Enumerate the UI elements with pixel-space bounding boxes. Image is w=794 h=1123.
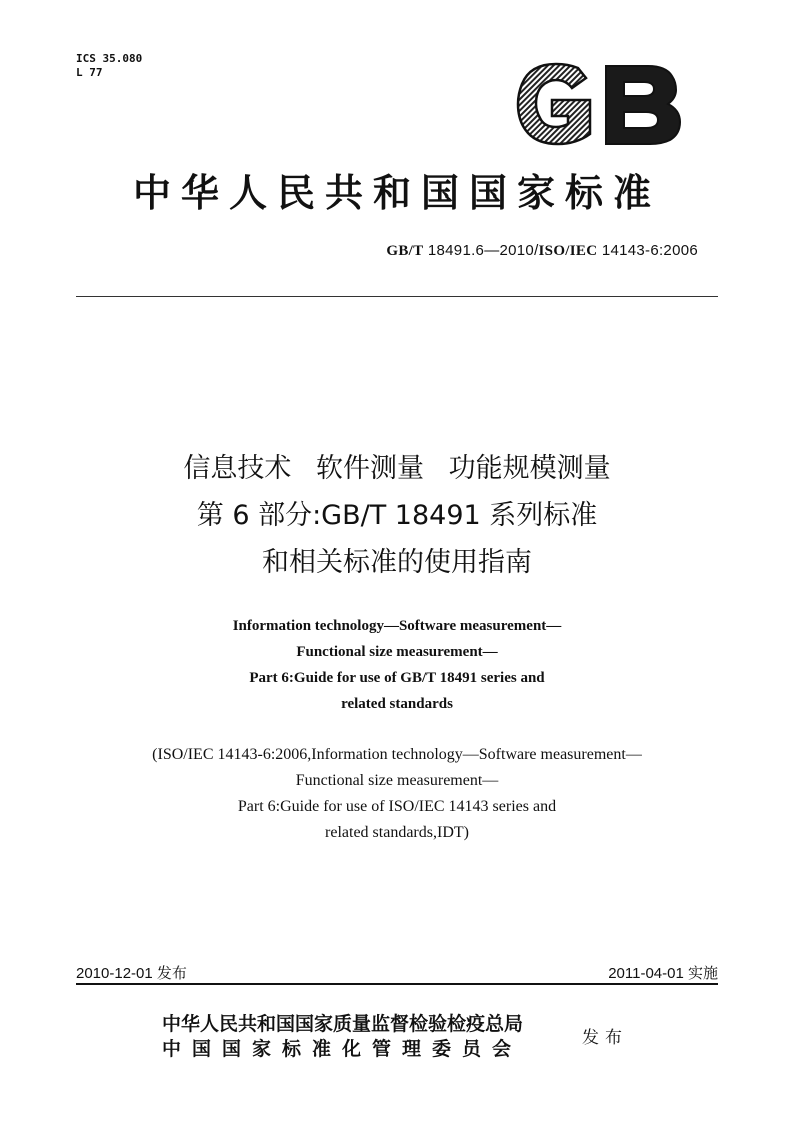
iso-number: 14143-6:2006 [601, 242, 698, 259]
iso-note-line-1: (ISO/IEC 14143-6:2006,Information technology—Software measurement— [152, 746, 642, 763]
english-title-line-3: Part 6:Guide for use of GB/T 18491 series and [249, 670, 545, 686]
issue-date: 2010-12-01 发布 [76, 965, 187, 982]
implementation-date: 2011-04-01 实施 [608, 965, 718, 982]
chinese-title-line-1: 信息技术 软件测量 功能规模测量 [183, 453, 611, 484]
ccs-code: L 77 [76, 66, 103, 79]
iso-prefix: ISO/IEC [538, 243, 598, 259]
english-title-line-4: related standards [341, 696, 453, 712]
issuing-authorities [162, 1012, 523, 1062]
chinese-title-line-2: 第 6 部分:GB/T 18491 系列标准 [196, 500, 598, 531]
iso-note-line-3: Part 6:Guide for use of ISO/IEC 14143 series and [237, 798, 557, 815]
gb-logo [516, 62, 684, 146]
english-title-line-2: Functional size measurement— [296, 644, 498, 660]
ics-code: ICS 35.080 [76, 52, 143, 65]
footer-divider [76, 983, 718, 985]
chinese-title-line-3: 和相关标准的使用指南 [262, 547, 532, 578]
iso-note-line-2: Functional size measurement— [295, 772, 499, 789]
english-title-line-1: Information technology—Software measurement— [232, 618, 562, 634]
standard-prefix: GB/T [386, 243, 424, 259]
issuer-line-1: 中华人民共和国国家质量监督检验检疫总局 [162, 1013, 524, 1035]
classification-codes [76, 52, 142, 80]
chinese-title [0, 445, 794, 586]
standard-number-value: 18491.6—2010/ [427, 242, 539, 259]
standard-number [386, 242, 698, 260]
english-title [0, 613, 794, 717]
issuer-line-2: 中国国家标准化管理委员会 [162, 1038, 523, 1060]
publish-label: 发布 [582, 1028, 628, 1048]
iso-note-line-4: related standards,IDT) [325, 824, 469, 841]
national-standard-title: 中华人民共和国国家标准 [132, 170, 661, 215]
iso-equivalence-note [0, 742, 794, 846]
header-divider [76, 296, 718, 297]
